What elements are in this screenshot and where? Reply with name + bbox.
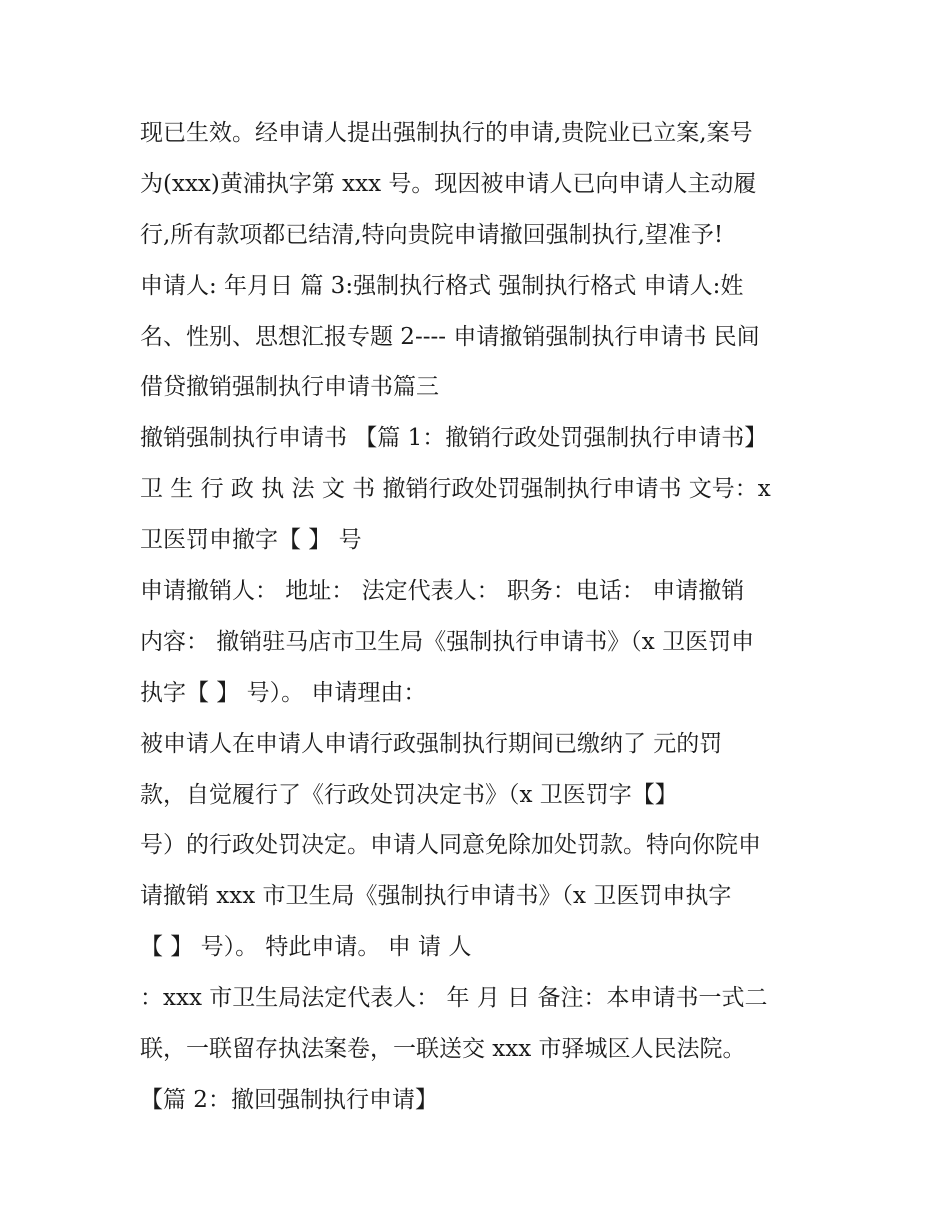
text-line: 内容： 撤销驻马店市卫生局《强制执行申请书》（x 卫医罚申 <box>140 628 755 655</box>
text-line: 现已生效。经申请人提出强制执行的申请,贵院业已立案,案号 <box>140 120 753 146</box>
text-line: 行,所有款项都已结清,特向贵院申请撤回强制执行,望准予! <box>140 221 724 248</box>
text-line: 名、性别、思想汇报专题 2---- 申请撤销强制执行申请书 民间 <box>140 323 760 350</box>
section-heading: 撤销强制执行申请书 【篇 1：撤销行政处罚强制执行申请书】 <box>140 425 768 452</box>
text-line: 执字【 】 号）。 申请理由： <box>140 679 427 706</box>
text-line: 申请人: 年月日 篇 3:强制执行格式 强制执行格式 申请人:姓 <box>140 272 744 299</box>
section-heading: 【篇 2：撤回强制执行申请】 <box>140 1086 438 1113</box>
text-line: ：xxx 市卫生局法定代表人： 年 月 日 备注：本申请书一式二 <box>140 985 768 1012</box>
text-line: 号）的行政处罚决定。申请人同意免除加处罚款。特向你院申 <box>140 832 761 859</box>
text-line: 申请撤销人： 地址： 法定代表人： 职务：电话： 申请撤销 <box>140 578 745 605</box>
text-line: 请撤销 xxx 市卫生局《强制执行申请书》（x 卫医罚申执字 <box>140 883 732 910</box>
text-line: 借贷撤销强制执行申请书篇三 <box>140 374 439 401</box>
text-line: 联，一联留存执法案卷，一联送交 xxx 市驿城区人民法院。 <box>140 1036 746 1063</box>
text-line: 【 】 号）。 特此申请。 申 请 人 <box>140 934 472 961</box>
text-line: 被申请人在申请人申请行政强制执行期间已缴纳了 元的罚 <box>140 730 723 757</box>
document-body <box>140 108 820 1126</box>
text-line: 卫 生 行 政 执 法 文 书 撤销行政处罚强制执行申请书 文号：x <box>140 476 771 503</box>
text-line: 为(xxx)黄浦执字第 xxx 号。现因被申请人已向申请人主动履 <box>140 170 757 197</box>
text-line: 款，自觉履行了《行政处罚决定书》（x 卫医罚字【】 <box>140 781 678 808</box>
text-line: 卫医罚申撤字【 】 号 <box>140 527 362 554</box>
